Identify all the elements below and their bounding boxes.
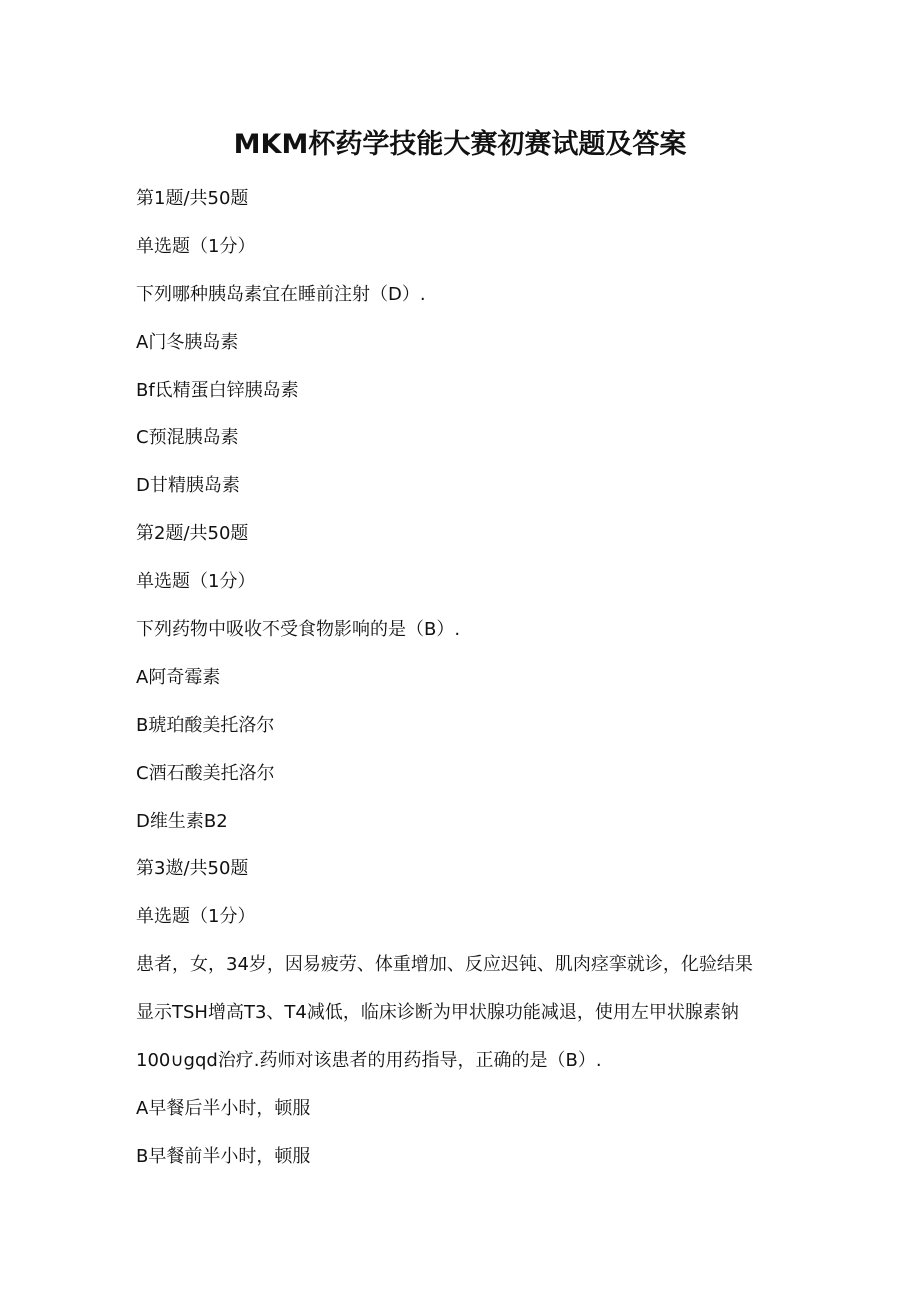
document-body bbox=[136, 185, 856, 1191]
question-1-type: 单选题（1分） bbox=[136, 235, 256, 257]
question-3-option-a: A早餐后半小时，顿服 bbox=[136, 1097, 311, 1119]
question-1-option-b: Bf氐精蛋白锌胰岛素 bbox=[136, 379, 299, 401]
question-1-option-c: C预混胰岛素 bbox=[136, 427, 239, 449]
question-2-option-b: B琥珀酸美托洛尔 bbox=[136, 714, 275, 736]
question-2-option-a: A阿奇霉素 bbox=[136, 666, 221, 688]
question-2-number: 第2题/共50题 bbox=[136, 523, 249, 545]
question-1-option-d: D甘精胰岛素 bbox=[136, 475, 240, 497]
question-1-option-a: A门冬胰岛素 bbox=[136, 331, 239, 353]
question-1-number: 第1题/共50题 bbox=[136, 188, 249, 209]
question-3-number: 第3遨/共50题 bbox=[136, 858, 249, 880]
question-2-option-c: C酒石酸美托洛尔 bbox=[136, 762, 275, 784]
question-2-option-d: D维生素B2 bbox=[136, 810, 228, 832]
question-3-stem-line-1: 患者，女，34岁，因易疲劳、体重增加、反应迟钝、肌肉痉挛就诊，化验结果 bbox=[136, 954, 753, 976]
question-3-option-b: B早餐前半小时，顿服 bbox=[136, 1145, 311, 1167]
question-3-type: 单选题（1分） bbox=[136, 906, 256, 928]
question-3-stem-line-2: 显示TSH增高T3、T4减低，临床诊断为甲状腺功能减退，使用左甲状腺素钠 bbox=[136, 1002, 739, 1024]
question-1-stem: 下列哪种胰岛素宜在睡前注射（D）. bbox=[136, 283, 426, 305]
question-2-stem: 下列药物中吸收不受食物影响的是（B）. bbox=[136, 619, 461, 641]
page-title: MKM杯药学技能大赛初赛试题及答案 bbox=[233, 129, 687, 160]
question-2-type: 单选题（1分） bbox=[136, 571, 256, 593]
question-3-stem-line-3: 100∪gqd治疗.药师对该患者的用药指导，正确的是（B）. bbox=[136, 1050, 602, 1072]
